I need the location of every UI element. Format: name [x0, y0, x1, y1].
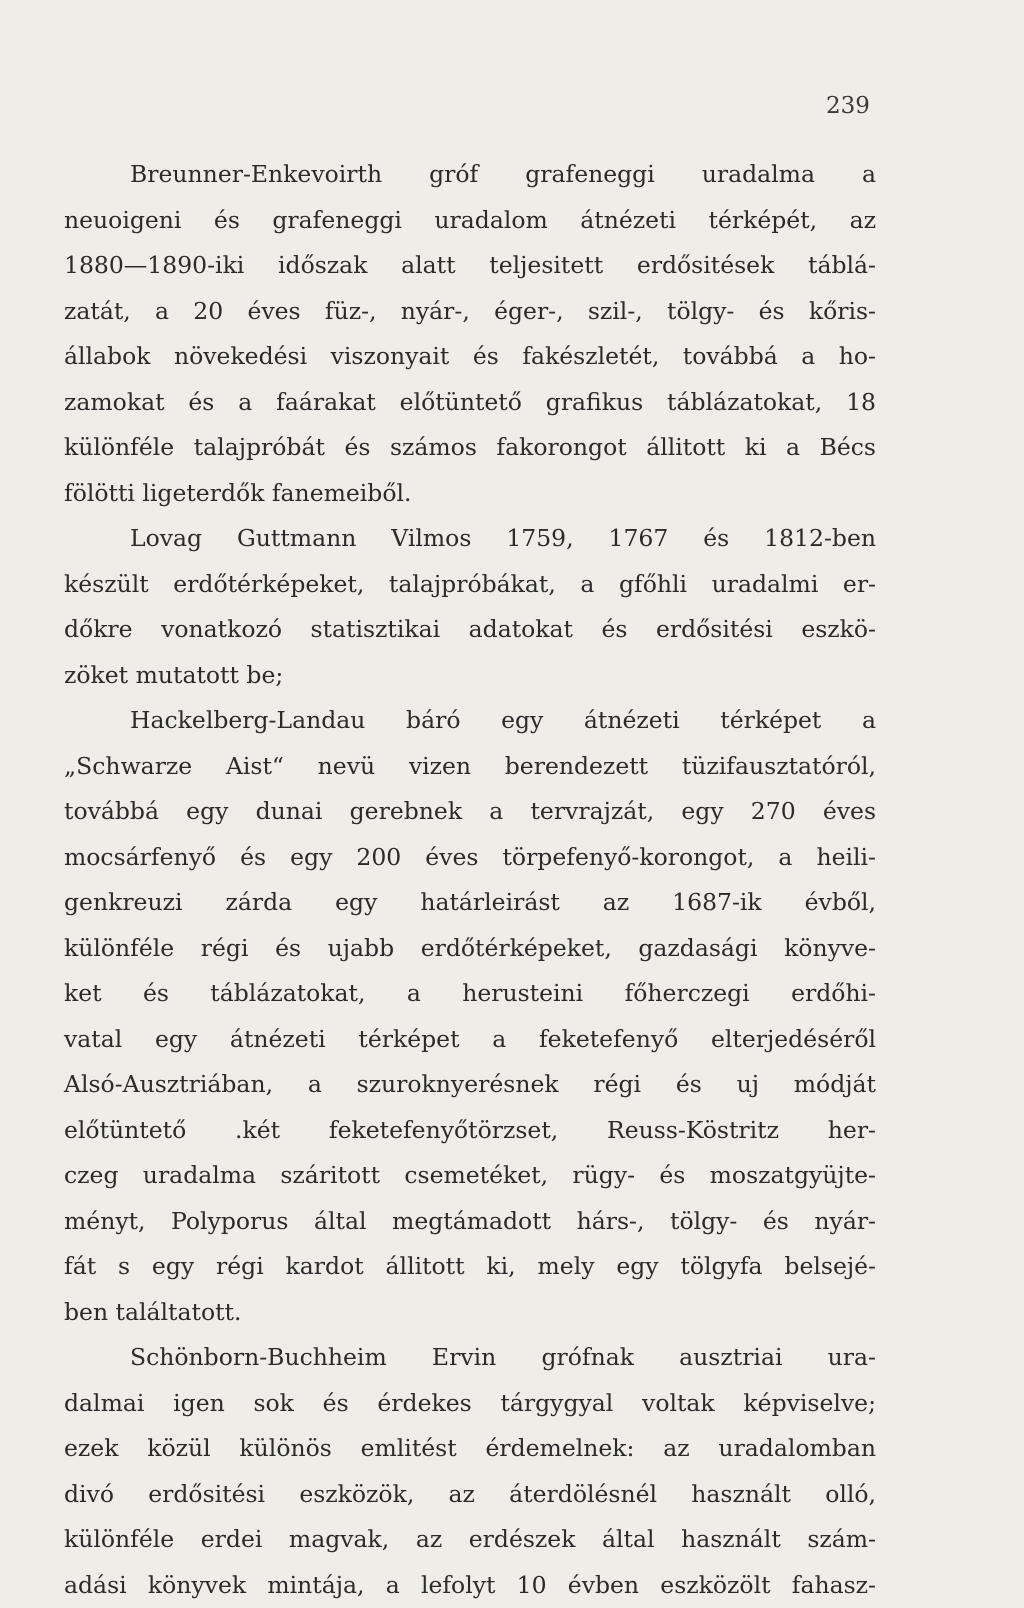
body-text [64, 152, 876, 1608]
text-line: zatát, a 20 éves füz-, nyár-, éger-, szil-, tölgy- és kőris- [64, 289, 876, 335]
text-line: különféle talajpróbát és számos fakorongot állitott ki a Bécs [64, 425, 876, 471]
page-number: 239 [826, 93, 870, 119]
text-line: zamokat és a faárakat előtüntető grafikus táblázatokat, 18 [64, 380, 876, 426]
text-line: ben találtatott. [64, 1290, 876, 1336]
text-line: Alsó-Ausztriában, a szuroknyerésnek régi és uj módját [64, 1062, 876, 1108]
text-line: készült erdőtérképeket, talajpróbákat, a gfőhli uradalmi er- [64, 562, 876, 608]
text-line: ményt, Polyporus által megtámadott hárs-, tölgy- és nyár- [64, 1199, 876, 1245]
text-line: különféle régi és ujabb erdőtérképeket, gazdasági könyve- [64, 926, 876, 972]
text-line: ket és táblázatokat, a herusteini főherczegi erdőhi- [64, 971, 876, 1017]
text-line: 1880—1890-iki időszak alatt teljesitett erdősitések táblá- [64, 243, 876, 289]
text-line: előtüntető .két feketefenyőtörzset, Reuss-Köstritz her- [64, 1108, 876, 1154]
text-line: divó erdősitési eszközök, az áterdölésnél használt olló, [64, 1472, 876, 1518]
text-line: fölötti ligeterdők fanemeiből. [64, 471, 876, 517]
text-line: továbbá egy dunai gerebnek a tervrajzát, egy 270 éves [64, 789, 876, 835]
text-line: állabok növekedési viszonyait és fakészletét, továbbá a ho- [64, 334, 876, 380]
text-line: Breunner-Enkevoirth gróf grafeneggi uradalma a [64, 152, 876, 198]
text-line: zöket mutatott be; [64, 653, 876, 699]
text-line: mocsárfenyő és egy 200 éves törpefenyő-korongot, a heili- [64, 835, 876, 881]
text-line: vatal egy átnézeti térképet a feketefenyő elterjedéséről [64, 1017, 876, 1063]
text-line: Schönborn-Buchheim Ervin grófnak ausztriai ura- [64, 1335, 876, 1381]
text-line: Lovag Guttmann Vilmos 1759, 1767 és 1812-ben [64, 516, 876, 562]
text-line: neuoigeni és grafeneggi uradalom átnézeti térképét, az [64, 198, 876, 244]
text-line: fát s egy régi kardot állitott ki, mely egy tölgyfa belsejé- [64, 1244, 876, 1290]
text-line: dőkre vonatkozó statisztikai adatokat és erdősitési eszkö- [64, 607, 876, 653]
text-line: különféle erdei magvak, az erdészek által használt szám- [64, 1517, 876, 1563]
text-line: dalmai igen sok és érdekes tárgygyal voltak képviselve; [64, 1381, 876, 1427]
text-line: genkreuzi zárda egy határleirást az 1687-ik évből, [64, 880, 876, 926]
text-line: adási könyvek mintája, a lefolyt 10 évben eszközölt fahasz- [64, 1563, 876, 1608]
text-line: czeg uradalma száritott csemetéket, rügy- és moszatgyüjte- [64, 1153, 876, 1199]
text-line: ezek közül különös emlitést érdemelnek: az uradalomban [64, 1426, 876, 1472]
text-line: „Schwarze Aist“ nevü vizen berendezett tüzifausztatóról, [64, 744, 876, 790]
text-line: Hackelberg-Landau báró egy átnézeti térképet a [64, 698, 876, 744]
